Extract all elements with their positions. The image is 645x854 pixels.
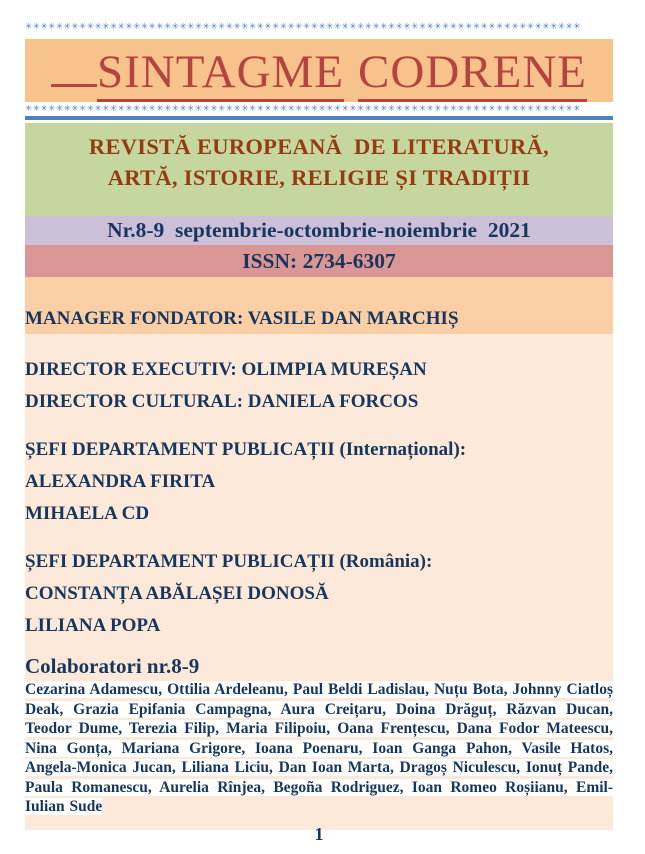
issn-banner [25, 245, 613, 277]
collaborators-names-text: Cezarina Adamescu, Ottilia Ardeleanu, Paul Beldi Ladislau, Nuțu Bota, Johnny Ciatloș Deak, Grazia Epifania Campagna, Aura Creițaru, Doina Drăguț, Răzvan Ducan, Teodor Dume, Terezia Filip, Maria Filipoiu, Oana Frențescu, Dana Fodor Mateescu, Nina Gonța, Mariana Grigore, Ioana Poenaru, Ioan Ganga Pahon, Vasile Hatos, Angela-Monica Jucan, Liliana Liciu, Dan Ioan Marta, Dragoș Niculescu, Ionuț Pande, Paula Romanescu, Aurelia Rînjea, Begoña Rodriguez, Ioan Romeo Roșiianu, Emil-Iulian Sude [25, 681, 613, 815]
dept-romania-title: ȘEFI DEPARTAMENT PUBLICAȚII (România): [25, 551, 433, 572]
director-cultural-line: DIRECTOR CULTURAL: DANIELA FORCOS [25, 391, 419, 412]
spacer [25, 418, 613, 434]
collaborators-heading: Colaboratori nr.8-9 [25, 654, 200, 678]
divider-line [25, 116, 613, 120]
page-number: 1 [314, 823, 324, 844]
dept-romania-member: CONSTANȚA ABĂLAȘEI DONOSĂ [25, 583, 329, 604]
masthead-banner [25, 39, 613, 102]
staff-and-collaborators-section [25, 334, 613, 844]
dept-romania-member: LILIANA POPA [25, 615, 161, 636]
director-executiv-line: DIRECTOR EXECUTIV: OLIMPIA MUREȘAN [25, 359, 427, 380]
collaborators-names [25, 680, 613, 817]
title-word-codrene: CODRENE [358, 46, 587, 102]
manager-band [25, 277, 613, 334]
title-underline-lead [51, 83, 97, 87]
subtitle-line-2: ARTĂ, ISTORIE, RELIGIE ȘI TRADIȚII [107, 165, 531, 190]
masthead-title [51, 46, 587, 102]
subtitle-banner [25, 123, 613, 216]
dept-international-title: ȘEFI DEPARTAMENT PUBLICAȚII (Internațional): [25, 439, 467, 460]
asterisk-row-bottom: ✳✳✳✳✳✳✳✳✳✳✳✳✳✳✳✳✳✳✳✳✳✳✳✳✳✳✳✳✳✳✳✳✳✳✳✳✳✳✳✳✳✳✳✳✳✳✳✳✳✳✳✳✳✳✳✳✳✳✳✳✳✳✳✳✳✳✳✳✳✳✳✳ [25, 104, 581, 114]
asterisk-row-top: ✳✳✳✳✳✳✳✳✳✳✳✳✳✳✳✳✳✳✳✳✳✳✳✳✳✳✳✳✳✳✳✳✳✳✳✳✳✳✳✳✳✳✳✳✳✳✳✳✳✳✳✳✳✳✳✳✳✳✳✳✳✳✳✳✳✳✳✳✳✳✳✳ [25, 22, 581, 32]
manager-fondator-line: MANAGER FONDATOR: VASILE DAN MARCHIȘ [25, 308, 459, 329]
subtitle-line-1: REVISTĂ EUROPEANĂ DE LITERATURĂ, [88, 134, 550, 159]
dept-international-member: MIHAELA CD [25, 503, 150, 524]
spacer [25, 530, 613, 546]
issn-text: ISSN: 2734-6307 [242, 249, 396, 273]
title-word-sintagme: SINTAGME [97, 46, 344, 102]
dept-international-member: ALEXANDRA FIRITA [25, 471, 216, 492]
issue-banner [25, 216, 613, 245]
issue-text: Nr.8-9 septembrie-octombrie-noiembrie 2021 [107, 218, 531, 242]
